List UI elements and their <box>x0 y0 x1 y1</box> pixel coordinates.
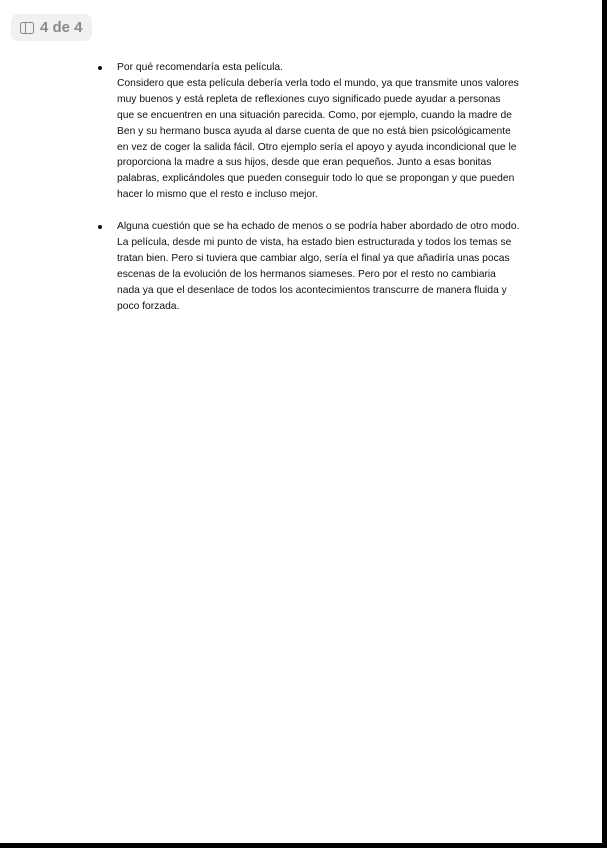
list-item <box>96 60 520 203</box>
section-heading: Por qué recomendaría esta película. <box>117 62 283 73</box>
section-heading: Alguna cuestión que se ha echado de menos o se podría haber abordado de otro modo. <box>117 221 520 233</box>
bullet-icon <box>98 225 102 229</box>
page-number-label: 4 de 4 <box>40 19 83 36</box>
list-item <box>96 219 520 314</box>
bullet-icon <box>98 66 102 70</box>
document-content <box>96 60 520 330</box>
section-body: La película, desde mi punto de vista, ha estado bien estructurada y todos los temas se tratan bien. Pero si tuviera que cambiar algo, sería el final ya que añadiría unas pocas escenas de la evolución de los hermanos siameses. Pero por el resto no cambiaria nada ya que el desenlace de todos los acontecimientos transcurre de manera fluida y poco forzada. <box>117 236 512 312</box>
sidebar-icon[interactable] <box>20 22 34 34</box>
page-indicator[interactable] <box>11 14 92 41</box>
section-body: Considero que esta película debería verla todo el mundo, ya que transmite unos valores muy buenos y está repleta de reflexiones cuyo significado puede ayudar a personas que se encuentren en una situación parecida. Como, por ejemplo, cuando la madre de Ben y su hermano busca ayuda al darse cuenta de que no está bien psicológicamente en vez de coger la salida fácil. Otro ejemplo sería el apoyo y ayuda incondicional que le proporciona la madre a sus hijos, desde que eran pequeños. Junto a esas bonitas palabras, explicándoles que pueden conseguir todo lo que se propongan y que pueden hacer lo mismo que el resto e incluso mejor. <box>117 77 519 201</box>
